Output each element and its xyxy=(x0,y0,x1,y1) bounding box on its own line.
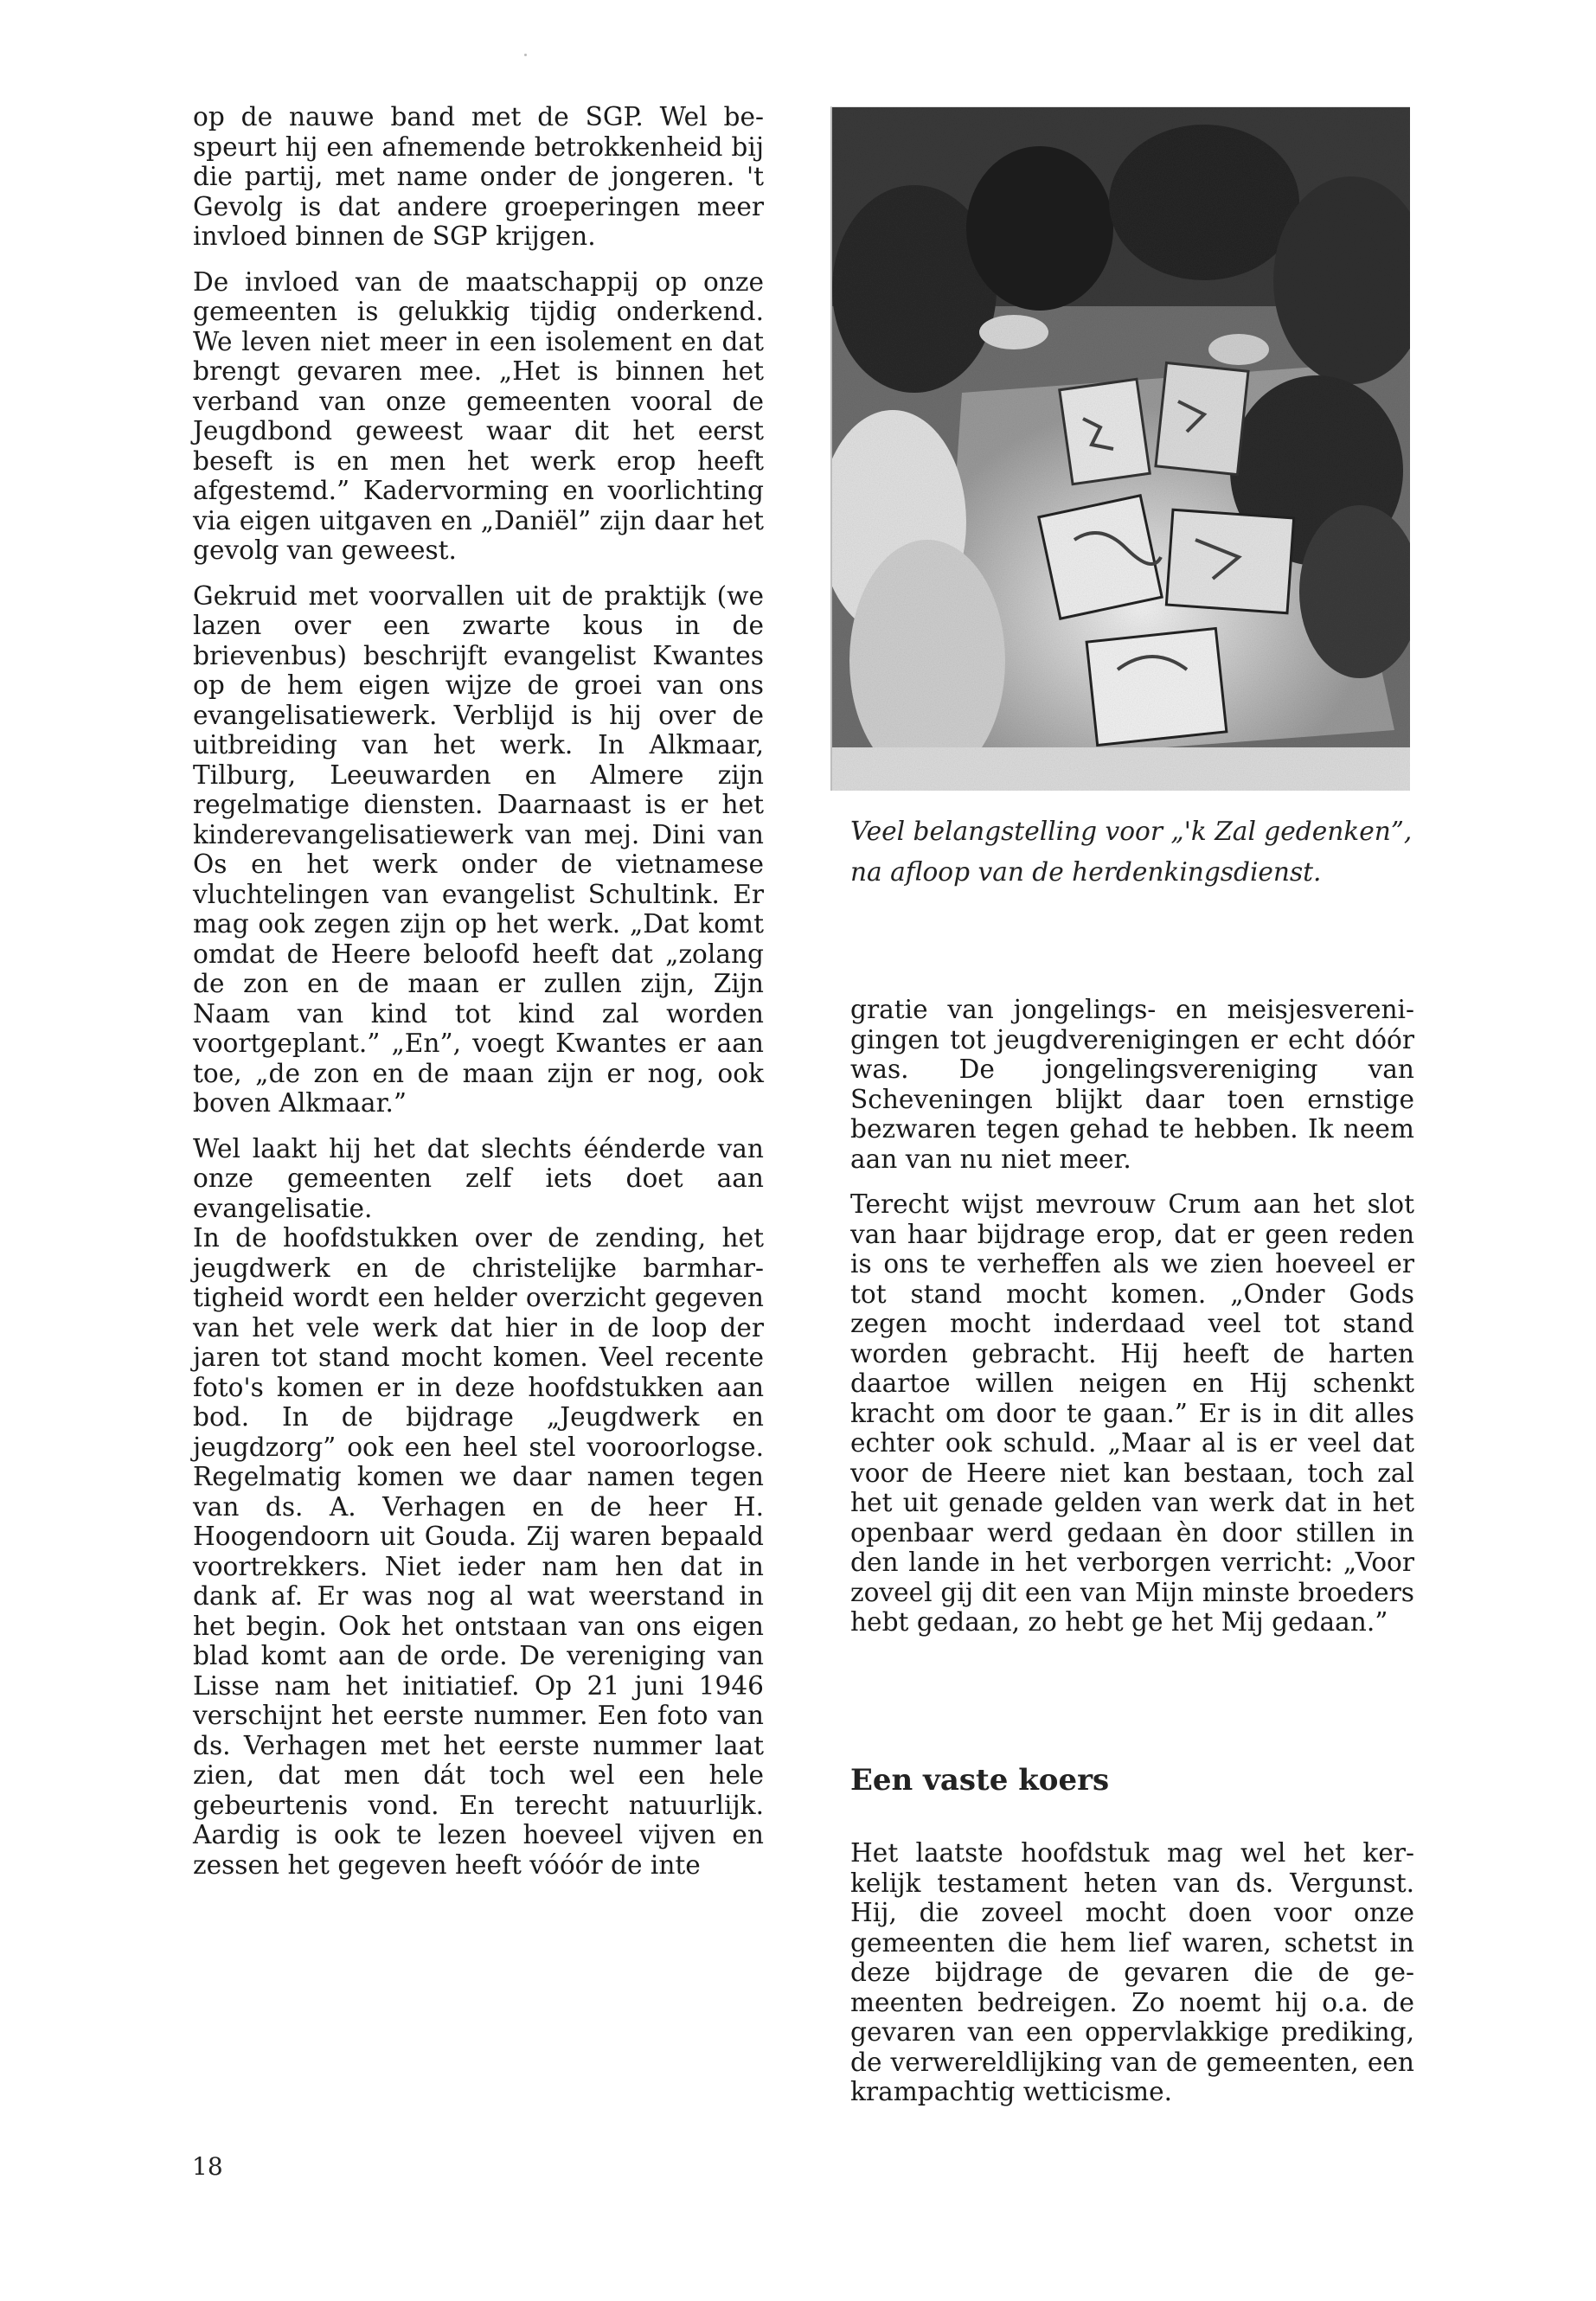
paragraph: Wel laakt hij het dat slechts éénderde van onze gemeenten zelf iets doet aan evangelisatie. xyxy=(193,1133,764,1223)
paragraph: Gekruid met voorvallen uit de praktijk (we lazen over een zwarte kous in de brievenbus) beschrijft evangelist Kwantes op de hem eigen wijze de groei van ons evangelisatiewerk. Verblijd is hij over de uitbreiding van het werk. In Alkmaar, Tilburg, Leeuwarden en Almere zijn regelmatige diensten. Daarnaast is er het kinderevangelisatiewerk van mej. Dini van Os en het werk onder de vietnamese vluchtelingen van evangelist Schultink. Er mag ook zegen zijn op het werk. „Dat komt omdat de Heere beloofd heeft dat „zolang de zon en de maan er zullen zijn, Zijn Naam van kind tot kind zal worden voortgeplant.” „En”, voegt Kwantes er aan toe, „de zon en de maan zijn er nog, ook boven Alkmaar.” xyxy=(193,580,764,1118)
page-number: 18 xyxy=(192,2152,223,2181)
paragraph: op de nauwe band met de SGP. Wel bespeurt hij een afnemende betrokkenheid bij die partij, met name onder de jongeren. 't Gevolg is dat andere groeperingen meer invloed binnen de SGP krijgen. xyxy=(193,102,764,251)
left-text-column xyxy=(193,102,764,1895)
photo-people-at-book-table xyxy=(830,106,1410,791)
paragraph: De invloed van de maatschappij op onze gemeenten is gelukkig tijdig onderkend. We leven niet meer in een isolement en dat brengt gevaren mee. „Het is binnen het verband van onze gemeenten vooral de Jeugdbond geweest waar dit het eerst beseft is en men het werk erop heeft afgestemd.” Kadervorming en voorlichting via eigen uitgaven en „Daniël” zijn daar het gevolg van geweest. xyxy=(193,266,764,565)
right-text-column-bottom xyxy=(850,1838,1414,2123)
paragraph: In de hoofdstukken over de zending, het jeugdwerk en de christelijke barmhartigheid wordt een helder overzicht gegeven van het vele werk dat hier in de loop der jaren tot stand mocht komen. Veel recente foto's komen er in deze hoofdstukken aan bod. In de bijdrage „Jeugdwerk en jeugdzorg” ook een heel stel vooroorlogse. Regelmatig komen we daar namen tegen van ds. A. Verhagen en de heer H. Hoogendoorn uit Gouda. Zij waren bepaald voortrekkers. Niet ieder nam hen dat in dank af. Er was nog al wat weerstand in het begin. Ook het ontstaan van ons eigen blad komt aan de orde. De vereniging van Lisse nam het initiatief. Op 21 juni 1946 verschijnt het eerste nummer. Een foto van ds. Verhagen met het eerste nummer laat zien, dat men dát toch wel een hele gebeurtenis vond. En terecht natuurlijk. Aardig is ook te lezen hoeveel vijven en zessen het gegeven heeft vóóór de inte xyxy=(193,1223,764,1880)
photo-caption: Veel belangstelling voor „'k Zal gedenken”, na afloop van de herdenkingsdienst. xyxy=(850,817,1413,887)
right-text-column xyxy=(850,995,1414,1653)
scan-speck xyxy=(524,54,527,56)
paragraph: Terecht wijst mevrouw Crum aan het slot van haar bijdrage erop, dat er geen reden is ons te verheffen als we zien hoeveel er tot stand mocht komen. „Onder Gods zegen mocht inderdaad veel tot stand worden gebracht. Hij heeft de harten daartoe willen neigen en Hij schenkt kracht om door te gaan.” Er is in dit alles echter ook schuld. „Maar al is er veel dat voor de Heere niet kan bestaan, toch zal het uit genade gelden van werk dat in het openbaar werd gedaan èn door stillen in den lande in het verborgen verricht: „Voor zoveel gij dit een van Mijn minste broeders hebt gedaan, zo hebt ge het Mij gedaan.” xyxy=(850,1189,1414,1637)
section-heading: Een vaste koers xyxy=(850,1763,1110,1798)
paragraph: Het laatste hoofdstuk mag wel het kerkelijk testament heten van ds. Vergunst. Hij, die zoveel mocht doen voor onze gemeenten die hem lief waren, schetst in deze bijdrage de gevaren die de gemeenten bedreigen. Zo noemt hij o.a. de gevaren van een oppervlakkige prediking, de verwereldlijking van de gemeenten, een krampachtig wetticisme. xyxy=(850,1838,1414,2106)
paragraph: gratie van jongelings- en meisjesverenigingen tot jeugdverenigingen er echt dóór was. De jongelingsvereniging van Scheveningen blijkt daar toen ernstige bezwaren tegen gehad te hebben. Ik neem aan van nu niet meer. xyxy=(850,995,1414,1174)
photo-image xyxy=(832,107,1410,791)
